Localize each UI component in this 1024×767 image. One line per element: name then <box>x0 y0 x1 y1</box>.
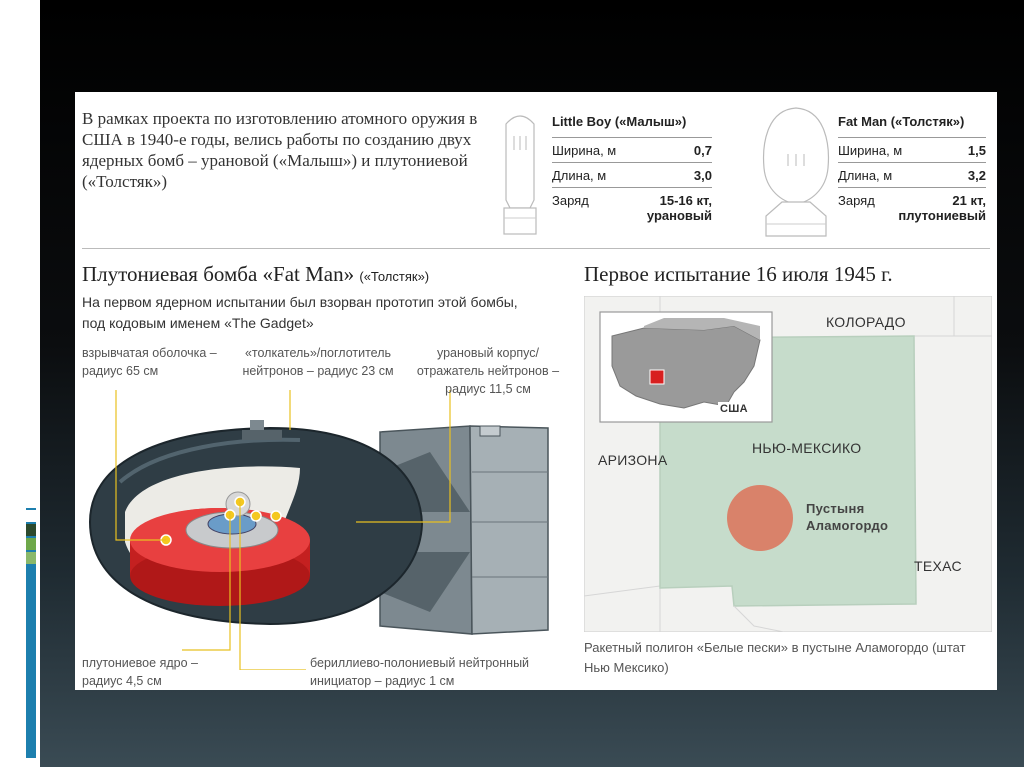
slide-accent-bar <box>26 508 36 758</box>
fat-man-spec <box>838 114 986 227</box>
fat-man-cutaway-illustration <box>80 412 560 642</box>
fat-man-name: Fat Man («Толстяк») <box>838 114 965 129</box>
bomb-section-title <box>82 262 429 287</box>
spec-label: Длина, м <box>838 168 893 183</box>
little-boy-name: Little Boy («Малыш») <box>552 114 687 129</box>
section-divider <box>82 248 990 249</box>
bomb-title-sub: («Толстяк») <box>359 269 430 284</box>
spec-value: 21 кт, плутониевый <box>898 193 986 223</box>
spec-label: Длина, м <box>552 168 607 183</box>
label-initiator: бериллиево-полониевый нейтронный инициатор – радиус 1 см <box>310 656 530 688</box>
spec-label: Заряд <box>552 193 589 208</box>
map-label-arizona: АРИЗОНА <box>598 452 668 468</box>
map-caption: Ракетный полигон «Белые пески» в пустыне Аламогордо (штат Нью Мексико) <box>584 640 966 675</box>
spec-row <box>838 137 986 162</box>
map-label-colorado: КОЛОРАДО <box>826 314 906 330</box>
test-section-title: Первое испытание 16 июля 1945 г. <box>584 262 893 286</box>
little-boy-silhouette <box>496 108 544 238</box>
spec-label: Ширина, м <box>838 143 903 158</box>
spec-value: 3,0 <box>693 168 712 183</box>
intro-text: В рамках проекта по изготовлению атомного оружия в США в 1940-е годы, велись работы по созданию двух ядерных бомб – урановой («Малыш») и плутониевой («Толстяк») <box>82 109 478 191</box>
bomb-title-text: Плутониевая бомба «Fat Man» <box>82 262 355 286</box>
slide-decoration-lines <box>20 50 40 120</box>
spec-label: Заряд <box>838 193 875 208</box>
label-pusher: «толкатель»/поглотитель нейтронов – радиус 23 см <box>242 346 394 378</box>
spec-label: Ширина, м <box>552 143 617 158</box>
spec-value: 3,2 <box>967 168 986 183</box>
spec-value: 1,5 <box>967 143 986 158</box>
map-label-texas: ТЕХАС <box>914 558 962 574</box>
spec-value: 0,7 <box>693 143 712 158</box>
spec-value: 15-16 кт, урановый <box>646 193 712 223</box>
bomb-section-description: На первом ядерном испытании был взорван прототип этой бомбы, под кодовым именем «The Gadget» <box>82 294 518 331</box>
spec-row <box>552 162 712 187</box>
map-label-new-mexico: НЬЮ-МЕКСИКО <box>752 440 862 456</box>
spec-row <box>838 162 986 187</box>
label-plutonium-core: плутониевое ядро – радиус 4,5 см <box>82 656 198 688</box>
spec-row <box>838 187 986 227</box>
spec-row <box>552 187 712 227</box>
label-tamper: урановый корпус/ отражатель нейтронов – радиус 11,5 см <box>416 346 560 396</box>
label-explosive-shell: взрывчатая оболочка – радиус 65 см <box>82 346 217 378</box>
spec-row <box>552 137 712 162</box>
little-boy-spec <box>552 114 712 227</box>
fat-man-silhouette <box>760 106 832 238</box>
map-label-usa: США <box>720 403 748 415</box>
map-label-desert: Пустыня Аламогордо <box>806 501 889 533</box>
